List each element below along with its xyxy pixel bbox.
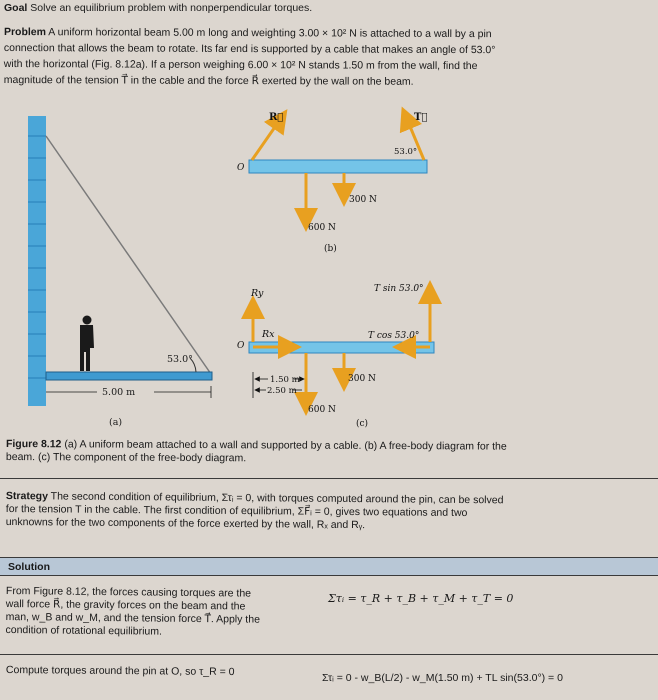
caption-label: Figure 8.12 [5, 438, 62, 451]
figure-c-label: (c) [356, 419, 369, 429]
figure-b-label: (b) [324, 244, 337, 254]
figure-a-label: (a) [109, 417, 123, 428]
figure-8-12 [4, 96, 654, 456]
strategy-line-2: for the tension T in the cable. The first condition of equilibrium, ΣF⃗ᵢ = 0, gives two equations and two [5, 502, 468, 520]
strategy-section [6, 490, 646, 535]
label-T: T⃗ [414, 112, 428, 123]
origin-b-label: O [237, 163, 245, 173]
problem-label: Problem [3, 25, 47, 39]
cable [46, 136, 211, 374]
strategy-line-1: The second condition of equilibrium, Στᵢ = 0, with torques computed around the pin, can be solved [50, 490, 504, 507]
solution-header [0, 557, 658, 576]
strategy-label: Strategy [5, 490, 49, 503]
distance-2: 2.50 m [267, 386, 297, 396]
label-Tcos: T cos 53.0° [368, 331, 420, 341]
figure-svg [4, 96, 654, 436]
person-icon [80, 316, 94, 372]
solution-text [5, 585, 306, 640]
caption-line-1: (a) A uniform beam attached to a wall and supported by a cable. (b) A free-body diagram for the [64, 438, 507, 453]
solution-line-1: From Figure 8.12, the forces causing torques are the [5, 585, 252, 600]
problem-statement [4, 24, 650, 91]
solution-heading: Solution [8, 561, 50, 573]
person-weight-b: 600 N [308, 223, 336, 233]
angle-a-label: 53.0° [167, 354, 193, 365]
wall [28, 116, 46, 406]
equation-1: Στᵢ = τ_R + τ_B + τ_M + τ_T = 0 [328, 592, 514, 605]
goal-text: Solve an equilibrium problem with nonperpendicular torques. [30, 2, 313, 14]
label-Ry: Ry [251, 288, 264, 299]
figure-caption [6, 438, 646, 467]
beam-weight-c: 300 N [348, 374, 376, 384]
goal-label: Goal [4, 2, 28, 14]
solution-line-3: man, w_B and w_M, and the tension force T⃗. Apply the [5, 610, 261, 626]
figure-c [237, 284, 434, 429]
figure-b [237, 112, 427, 254]
caption-line-2: beam. (c) The component of the free-body diagram. [5, 450, 247, 465]
beam-b [249, 160, 427, 173]
label-R: R⃗ [269, 112, 284, 123]
origin-c-label: O [237, 341, 245, 351]
solution-line-2: wall force R⃗, the gravity forces on the beam and the [5, 597, 246, 613]
angle-b-label: 53.0° [394, 147, 418, 157]
solution-line-5: Compute torques around the pin at O, so τ_R = 0 [5, 664, 235, 678]
problem-line-3: with the horizontal (Fig. 8.12a). If a person weighing 6.00 × 10² N stands 1.50 m from the wall, find the [3, 57, 478, 73]
problem-line-4: magnitude of the tension T⃗ in the cable and the force R⃗ exerted by the wall on the beam. [3, 73, 414, 88]
label-Rx: Rx [262, 329, 275, 340]
figure-a [28, 116, 212, 428]
solution-line-4: condition of rotational equilibrium. [5, 623, 163, 638]
problem-line-1: A uniform horizontal beam 5.00 m long and weighting 3.00 × 10² N is attached to a wall by a pin [48, 26, 492, 41]
length-label: 5.00 m [102, 387, 136, 398]
person-weight-c: 600 N [308, 405, 336, 415]
divider-2 [0, 654, 658, 655]
beam-a [46, 372, 212, 380]
problem-line-2: connection that allows the beam to rotate. Its far end is supported by a cable that makes an angle of 53.0° [3, 41, 496, 57]
beam-weight-b: 300 N [349, 195, 377, 205]
strategy-line-3: unknowns for the two components of the force exerted by the wall, Rₓ and Rᵧ. [5, 515, 366, 532]
equation-2: Στᵢ = 0 - w_B(L/2) - w_M(1.50 m) + TL sin(53.0°) = 0 [322, 672, 563, 684]
distance-1: 1.50 m [270, 375, 300, 385]
goal-line [4, 2, 312, 14]
label-Tsin: T sin 53.0° [374, 284, 424, 294]
divider-1 [0, 478, 658, 479]
